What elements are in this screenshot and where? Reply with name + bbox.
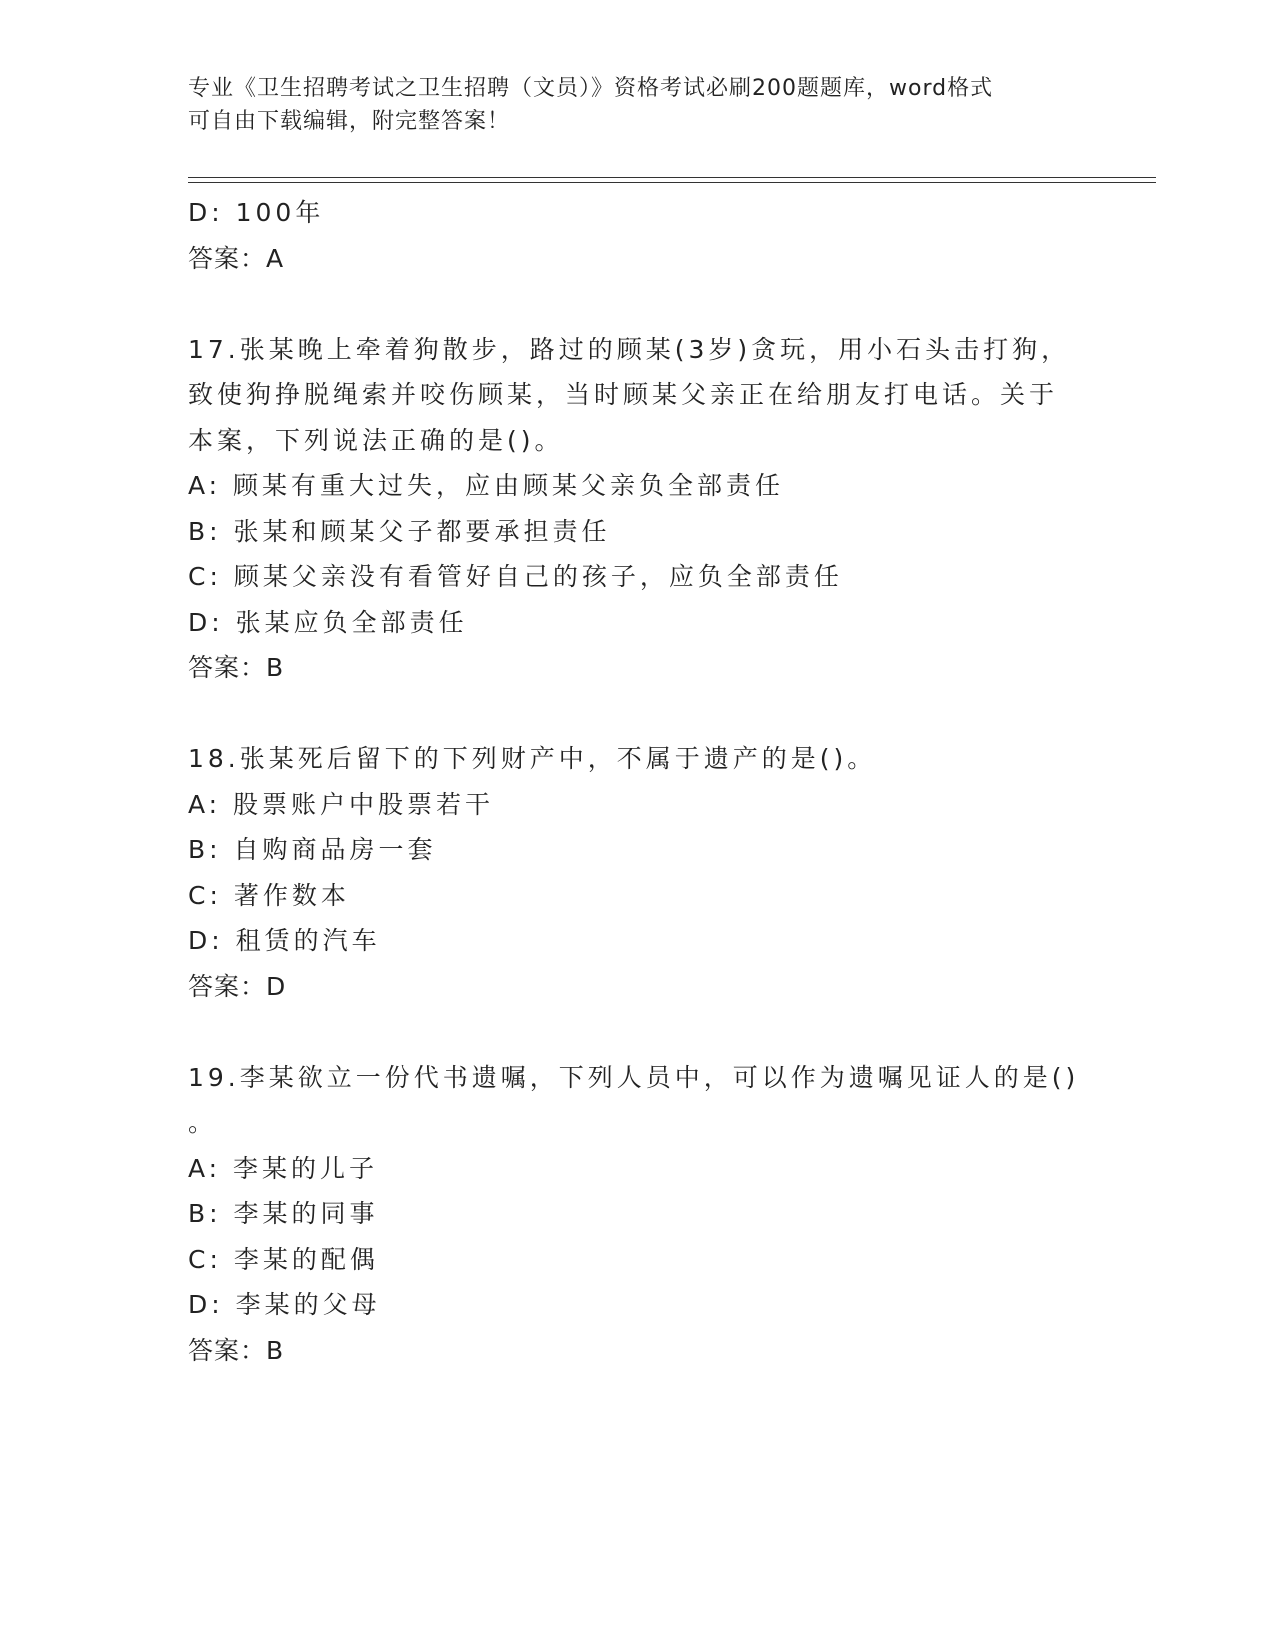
document-body [188, 190, 1088, 1373]
spacer [188, 281, 1088, 327]
header-title-line-1: 专业《卫生招聘考试之卫生招聘（文员）》资格考试必刷200题题库，word格式 [188, 76, 994, 101]
option-d: D: 张某应负全部责任 [188, 607, 468, 637]
answer-line: 答案：B [188, 1335, 285, 1365]
document-header [188, 72, 1088, 138]
answer-line: 答案：A [188, 243, 285, 273]
option-a: A: 股票账户中股票若干 [188, 789, 495, 819]
option-a: A: 顾某有重大过失，应由顾某父亲负全部责任 [188, 471, 785, 500]
question-text-line: 致使狗挣脱绳索并咬伤顾某，当时顾某父亲正在给朋友打电话。关于 [188, 380, 1059, 409]
option-a: A: 李某的儿子 [188, 1153, 379, 1183]
spacer [188, 1009, 1088, 1055]
question-19 [188, 1055, 1088, 1374]
header-divider-bottom [188, 182, 1156, 183]
question-text-line: 本案，下列说法正确的是()。 [188, 425, 564, 455]
header-title-line-2: 可自由下载编辑，附完整答案！ [188, 109, 511, 134]
question-text-line: 19.李某欲立一份代书遗嘱，下列人员中，可以作为遗嘱见证人的是() [188, 1062, 1080, 1092]
spacer [188, 691, 1088, 737]
option-d: D: 李某的父母 [188, 1290, 381, 1319]
question-18 [188, 736, 1088, 1009]
option-c: C: 顾某父亲没有看管好自己的孩子，应负全部责任 [188, 562, 843, 591]
question-17 [188, 327, 1088, 691]
option-b: B: 张某和顾某父子都要承担责任 [188, 516, 611, 546]
question-text-line: 。 [188, 1108, 218, 1137]
option-d: D: 100年 [188, 198, 325, 227]
question-text-line: 18.张某死后留下的下列财产中，不属于遗产的是()。 [188, 744, 877, 773]
previous-question-tail [188, 190, 1088, 281]
answer-line: 答案：B [188, 653, 285, 682]
option-d: D: 租赁的汽车 [188, 926, 381, 955]
option-c: C: 李某的配偶 [188, 1244, 379, 1274]
option-b: B: 自购商品房一套 [188, 835, 437, 864]
answer-line: 答案：D [188, 971, 287, 1001]
question-text-line: 17.张某晚上牵着狗散步，路过的顾某(3岁)贪玩，用小石头击打狗， [188, 334, 1071, 364]
option-b: B: 李某的同事 [188, 1199, 379, 1228]
header-divider-top [188, 177, 1156, 178]
option-c: C: 著作数本 [188, 880, 350, 910]
